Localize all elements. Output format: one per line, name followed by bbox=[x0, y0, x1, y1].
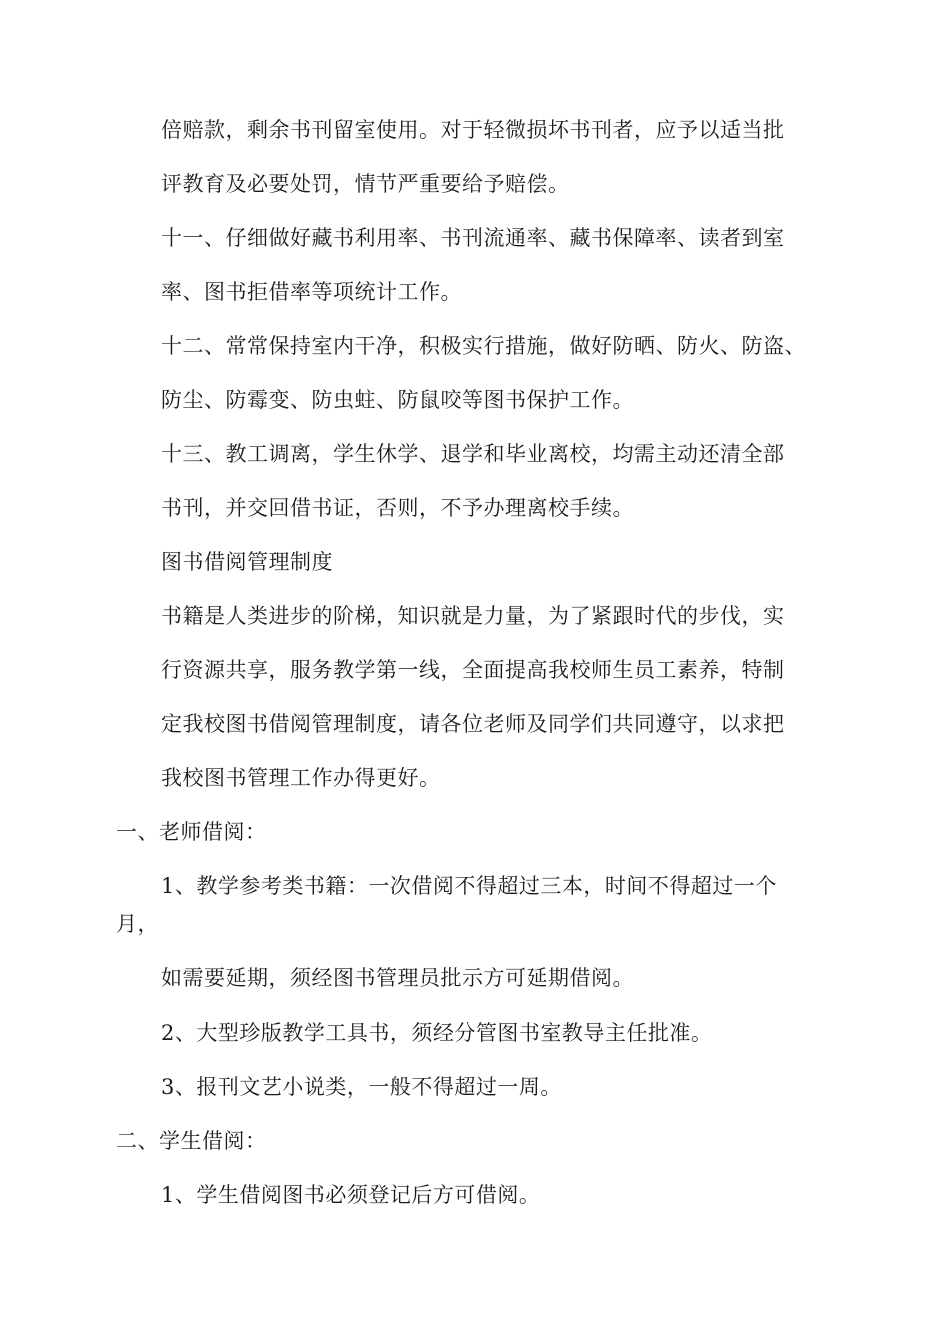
student-rule-1-line: 1、学生借阅图书必须登记后方可借阅。 bbox=[161, 1183, 541, 1207]
intro-line: 书籍是人类进步的阶梯，知识就是力量，为了紧跟时代的步伐，实 bbox=[161, 604, 785, 628]
intro-line: 定我校图书借阅管理制度，请各位老师及同学们共同遵守，以求把 bbox=[161, 712, 785, 736]
section-title: 图书借阅管理制度 bbox=[161, 550, 333, 574]
paragraph-line: 防尘、防霉变、防虫蛀、防鼠咬等图书保护工作。 bbox=[161, 388, 634, 412]
paragraph-line: 书刊，并交回借书证，否则，不予办理离校手续。 bbox=[161, 496, 634, 520]
rule-11-line: 十一、仔细做好藏书利用率、书刊流通率、藏书保障率、读者到室 bbox=[161, 226, 785, 250]
rule-12-line: 十二、常常保持室内干净，积极实行措施，做好防晒、防火、防盗、 bbox=[161, 334, 806, 358]
heading-student-borrowing: 二、学生借阅： bbox=[116, 1129, 267, 1153]
paragraph-line: 率、图书拒借率等项统计工作。 bbox=[161, 280, 462, 304]
teacher-rule-3-line: 3、报刊文艺小说类，一般不得超过一周。 bbox=[161, 1075, 562, 1099]
intro-line: 我校图书管理工作办得更好。 bbox=[161, 766, 441, 790]
rule-13-line: 十三、教工调离，学生休学、退学和毕业离校，均需主动还清全部 bbox=[161, 442, 785, 466]
teacher-rule-2-line: 2、大型珍版教学工具书，须经分管图书室教导主任批准。 bbox=[161, 1021, 713, 1045]
teacher-rule-1-line: 1、教学参考类书籍：一次借阅不得超过三本，时间不得超过一个 bbox=[161, 874, 777, 898]
paragraph-line: 评教育及必要处罚，情节严重要给予赔偿。 bbox=[161, 172, 570, 196]
paragraph-line: 月， bbox=[116, 912, 159, 936]
heading-teacher-borrowing: 一、老师借阅： bbox=[116, 820, 267, 844]
intro-line: 行资源共享，服务教学第一线，全面提高我校师生员工素养，特制 bbox=[161, 658, 785, 682]
paragraph-line: 如需要延期，须经图书管理员批示方可延期借阅。 bbox=[161, 966, 634, 990]
paragraph-line: 倍赔款，剩余书刊留室使用。对于轻微损坏书刊者，应予以适当批 bbox=[161, 118, 785, 142]
